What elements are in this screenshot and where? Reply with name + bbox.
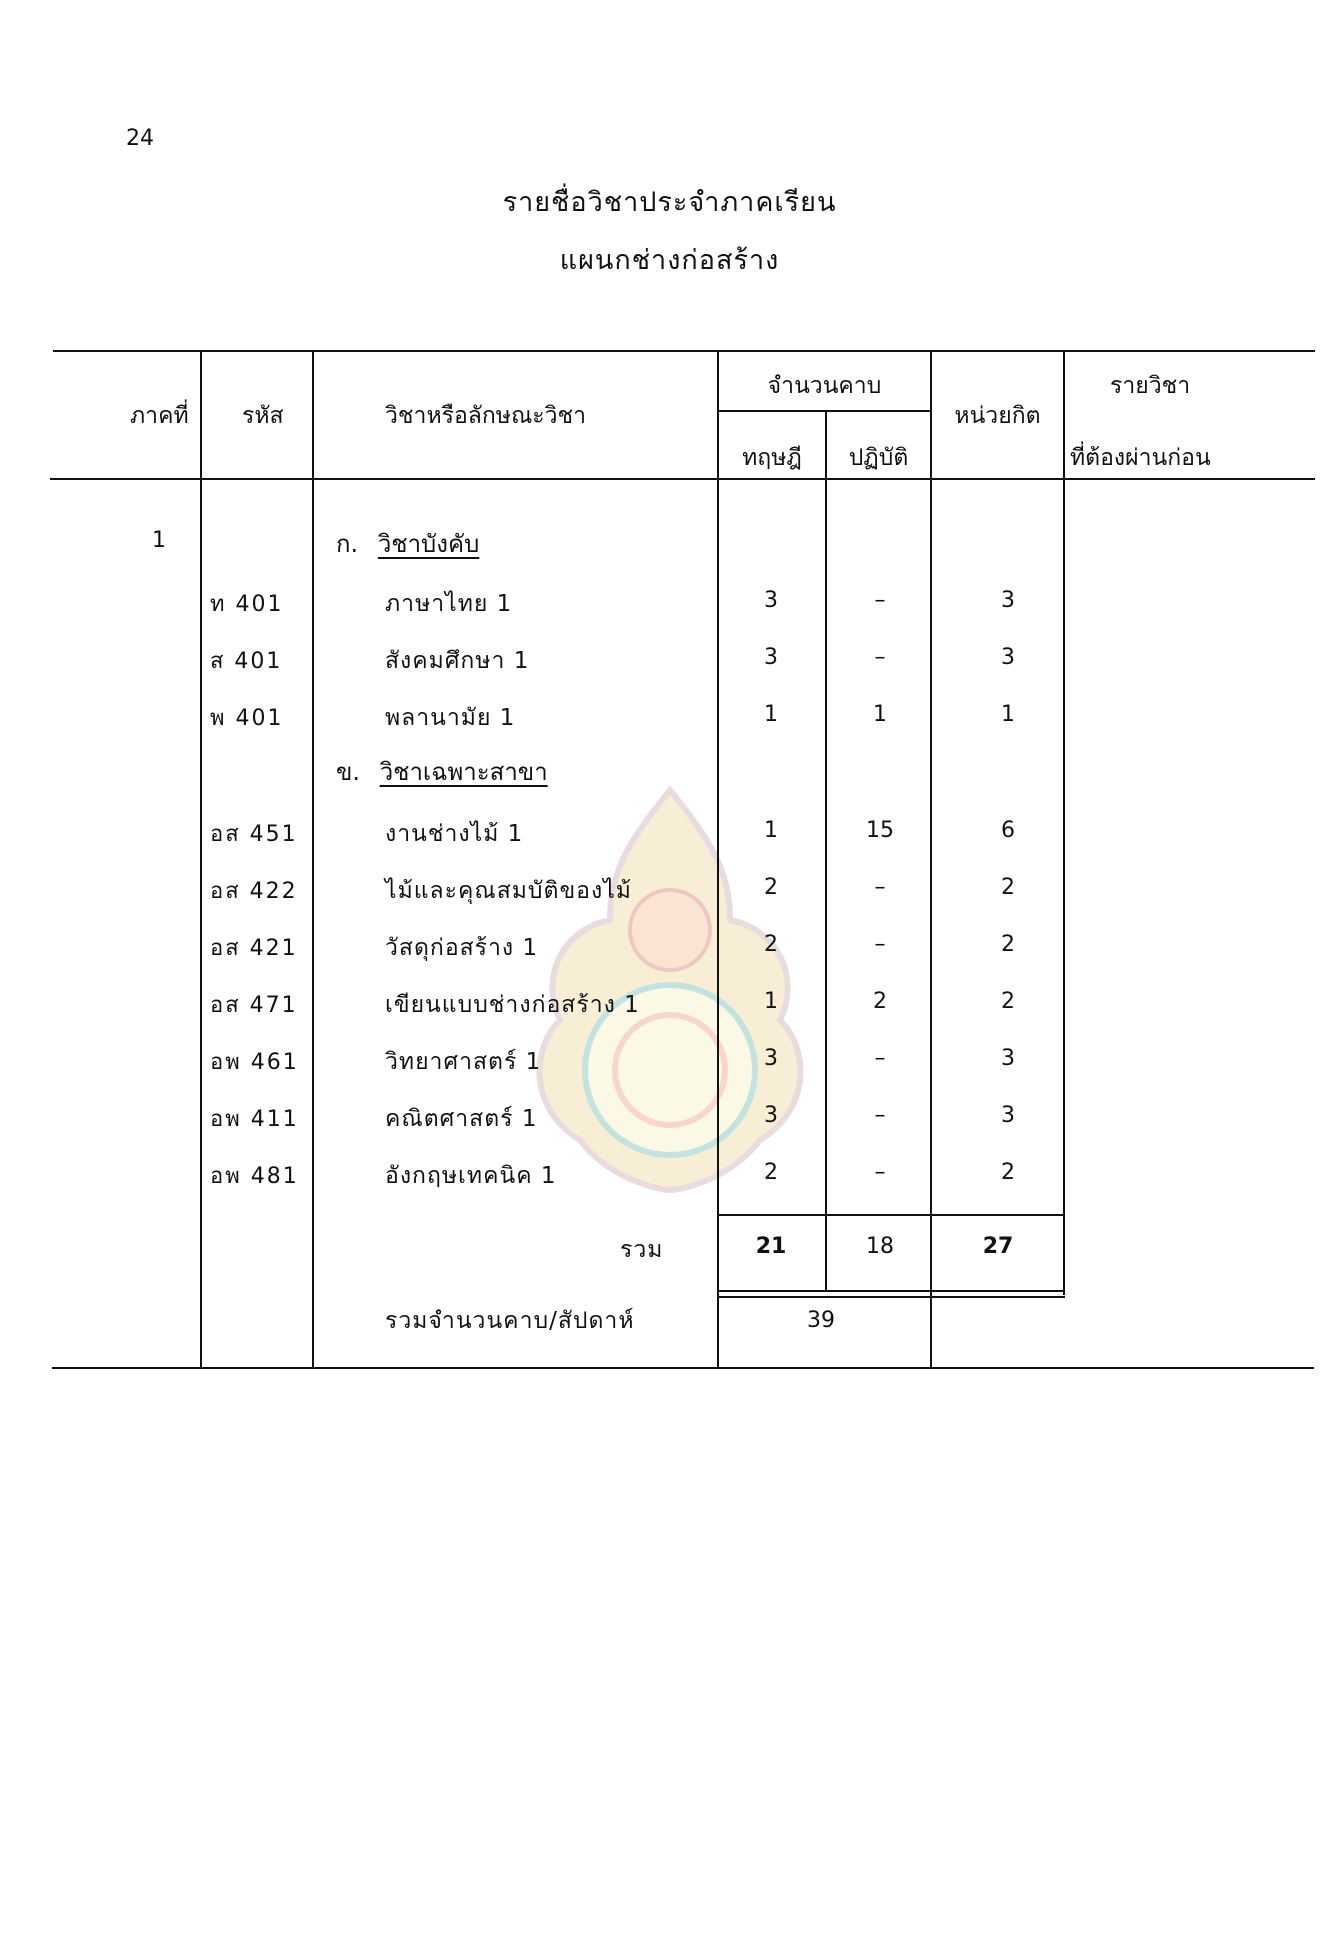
header-semester: ภาคที่: [130, 403, 189, 429]
practice-periods: –: [874, 1103, 886, 1128]
theory-periods: 2: [764, 875, 778, 900]
weekly-periods-label: รวมจำนวนคาบ/สัปดาห์: [385, 1308, 635, 1334]
theory-periods: 1: [764, 989, 778, 1014]
practice-periods: –: [874, 932, 886, 957]
header-practice: ปฏิบัติ: [848, 445, 909, 471]
total-bottom-rule-b: [717, 1296, 1065, 1298]
course-name: เขียนแบบช่างก่อสร้าง 1: [385, 992, 640, 1018]
course-code: อส 451: [210, 822, 298, 847]
theory-periods: 1: [764, 702, 778, 727]
course-name: อังกฤษเทคนิค 1: [385, 1163, 557, 1189]
total-theory: 21: [755, 1234, 787, 1259]
course-name: วิทยาศาสตร์ 1: [385, 1049, 542, 1075]
table-top-rule: [53, 350, 1315, 352]
semester-number: 1: [152, 528, 167, 553]
course-name: ไม้และคุณสมบัติของไม้: [385, 878, 632, 904]
section-b-prefix: ข.: [336, 758, 361, 786]
col-rule-4: [825, 410, 827, 1290]
total-credits: 27: [982, 1234, 1014, 1259]
theory-periods: 3: [764, 1046, 778, 1071]
practice-periods: 2: [873, 989, 887, 1014]
col-rule-6: [1063, 350, 1065, 1295]
page-subtitle: แผนกช่างก่อสร้าง: [559, 245, 780, 276]
credits: 3: [1001, 1103, 1015, 1128]
practice-periods: 1: [873, 702, 887, 727]
weekly-periods-value: 39: [807, 1308, 835, 1333]
credits: 2: [1001, 932, 1015, 957]
course-code: อส 422: [210, 879, 298, 904]
section-a-prefix: ก.: [336, 530, 359, 558]
total-bottom-rule-a: [717, 1290, 1065, 1292]
credits: 3: [1001, 1046, 1015, 1071]
course-code: อส 421: [210, 936, 298, 961]
col-rule-2: [312, 350, 314, 1368]
section-a-label: วิชาบังคับ: [377, 530, 480, 558]
course-name: พลานามัย 1: [385, 705, 516, 731]
practice-periods: –: [874, 588, 886, 613]
section-a-heading: [336, 524, 479, 563]
course-code: พ 401: [210, 706, 284, 731]
course-code: ท 401: [210, 592, 284, 617]
theory-periods: 3: [764, 645, 778, 670]
header-theory: ทฤษฎี: [742, 445, 802, 471]
course-name: สังคมศึกษา 1: [385, 648, 530, 674]
table-bottom-rule: [52, 1367, 1314, 1369]
section-b-heading: [336, 752, 548, 791]
header-periods: จำนวนคาบ: [767, 373, 882, 399]
header-prereq-line2: ที่ต้องผ่านก่อน: [1070, 445, 1211, 471]
course-name: ภาษาไทย 1: [385, 591, 513, 617]
course-code: อส 471: [210, 993, 298, 1018]
col-rule-1: [200, 350, 202, 1368]
practice-periods: –: [874, 1046, 886, 1071]
page-title: รายชื่อวิชาประจำภาคเรียน: [502, 187, 837, 218]
credits: 3: [1001, 645, 1015, 670]
credits: 2: [1001, 989, 1015, 1014]
header-credits: หน่วยกิต: [954, 403, 1041, 429]
practice-periods: 15: [866, 818, 894, 843]
course-code: อพ 481: [210, 1164, 299, 1189]
theory-periods: 2: [764, 1160, 778, 1185]
total-practice: 18: [866, 1234, 894, 1259]
practice-periods: –: [874, 875, 886, 900]
course-code: อพ 411: [210, 1107, 299, 1132]
header-prereq-line1: รายวิชา: [1110, 373, 1191, 399]
practice-periods: –: [874, 645, 886, 670]
total-label: รวม: [620, 1237, 664, 1263]
header-subject: วิชาหรือลักษณะวิชา: [385, 403, 587, 429]
practice-periods: –: [874, 1160, 886, 1185]
header-bottom-rule: [50, 478, 1315, 480]
course-code: อพ 461: [210, 1050, 299, 1075]
total-top-rule: [717, 1214, 1065, 1216]
course-name: วัสดุก่อสร้าง 1: [385, 935, 539, 961]
course-code: ส 401: [210, 649, 283, 674]
theory-periods: 2: [764, 932, 778, 957]
credits: 2: [1001, 875, 1015, 900]
course-name: งานช่างไม้ 1: [385, 821, 524, 847]
theory-periods: 3: [764, 588, 778, 613]
credits: 2: [1001, 1160, 1015, 1185]
credits: 1: [1001, 702, 1015, 727]
page-number: 24: [126, 126, 154, 151]
credits: 6: [1001, 818, 1015, 843]
section-b-label: วิชาเฉพาะสาขา: [379, 758, 548, 786]
header-code: รหัส: [242, 403, 284, 429]
credits: 3: [1001, 588, 1015, 613]
course-name: คณิตศาสตร์ 1: [385, 1106, 538, 1132]
theory-periods: 3: [764, 1103, 778, 1128]
theory-periods: 1: [764, 818, 778, 843]
